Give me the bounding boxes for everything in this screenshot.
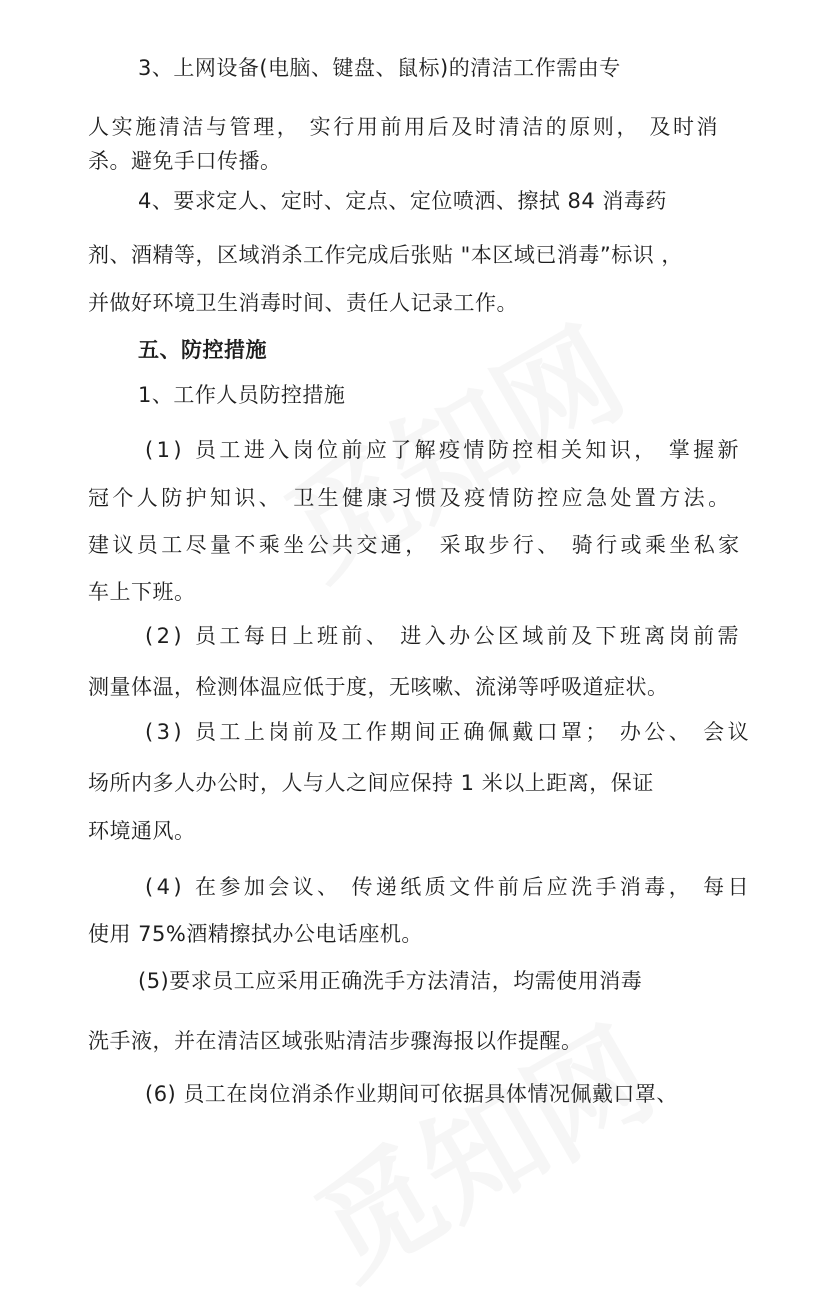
paragraph-line: 环境通风。 [88,819,196,843]
paragraph-line: (2) 员工每日上班前、 进入办公区域前及下班离岗前需 [145,624,742,648]
paragraph-line: 洗手液，并在清洁区域张贴清洁步骤海报以作提醒。 [88,1029,583,1053]
paragraph-line: 4、要求定人、定时、定点、定位喷洒、擦拭 84 消毒药 [138,189,667,213]
paragraph-line: 建议员工尽量不乘坐公共交通， 采取步行、 骑行或乘坐私家 [88,533,743,557]
paragraph-line: (5)要求员工应采用正确洗手方法清洁，均需使用消毒 [138,969,643,993]
paragraph-line: 测量体温，检测体温应低于度，无咳嗽、流涕等呼吸道症状。 [88,675,669,699]
paragraph-line: 使用 75%酒精擦拭办公电话座机。 [88,922,423,946]
paragraph-line: (6) 员工在岗位消杀作业期间可依据具体情况佩戴口罩、 [145,1082,678,1106]
paragraph-line: 车上下班。 [88,580,196,604]
paragraph-line: 杀。避免手口传播。 [88,149,282,173]
paragraph-line: 冠个人防护知识、 卫生健康习惯及疫情防控应急处置方法。 [88,486,733,510]
paragraph-line: 剂、酒精等，区域消杀工作完成后张贴 "本区域已消毒”标识 ， [88,243,683,267]
subsection-heading: 1、工作人员防控措施 [138,383,346,407]
paragraph-line: (1) 员工进入岗位前应了解疫情防控相关知识， 掌握新 [145,438,742,462]
paragraph-line: 3、上网设备(电脑、键盘、鼠标)的清洁工作需由专 [138,56,621,80]
section-heading: 五、防控措施 [138,338,267,362]
paragraph-line: (3) 员工上岗前及工作期间正确佩戴口罩； 办公、 会议 [145,720,752,744]
paragraph-line: 人实施清洁与管理， 实行用前用后及时清洁的原则， 及时消 [88,115,721,139]
paragraph-line: 场所内多人办公时，人与人之间应保持 1 米以上距离，保证 [88,771,654,795]
paragraph-line: 并做好环境卫生消毒时间、责任人记录工作。 [88,291,518,315]
paragraph-line: (4) 在参加会议、 传递纸质文件前后应洗手消毒， 每日 [145,875,752,899]
